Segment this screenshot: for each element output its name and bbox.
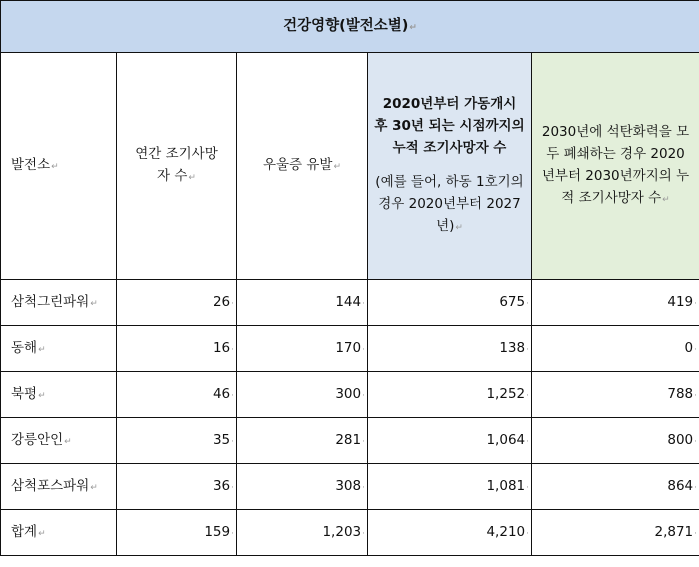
cell-phaseout [532,510,699,556]
cell-plant [1,418,117,464]
cell-depression [237,418,368,464]
cell-cum30-value: 1,252 [486,385,526,402]
paragraph-mark-icon: ↵ [662,195,670,205]
cell-phaseout [532,326,699,372]
paragraph-mark-icon: · [526,298,529,309]
header-plant [1,53,117,280]
cell-cum30-value: 138 [499,339,526,356]
cell-cum30 [368,280,532,326]
cell-annual [117,464,237,510]
cell-phaseout [532,280,699,326]
paragraph-mark-icon: · [694,344,698,355]
cell-annual-value: 46 [212,385,231,402]
cell-depression [237,280,368,326]
cell-cum30-value: 1,081 [486,477,526,494]
paragraph-mark-icon: ↵ [409,22,417,33]
cell-depression-value: 170 [335,339,362,356]
paragraph-mark-icon: · [231,298,234,309]
paragraph-mark-icon: ↵ [188,173,196,183]
cell-depression-value: 1,203 [322,523,362,540]
paragraph-mark-icon: · [694,436,698,447]
paragraph-mark-icon: · [362,528,365,539]
cell-cum30-value: 4,210 [486,523,526,540]
cell-annual [117,326,237,372]
table-row [1,418,699,464]
cell-plant [1,326,117,372]
paragraph-mark-icon: ↵ [333,162,342,172]
cell-phaseout-value: 2,871 [654,523,694,540]
cell-phaseout-value: 419 [667,293,694,310]
cell-annual-value: 35 [212,431,231,448]
cell-annual-value: 26 [212,293,231,310]
paragraph-mark-icon: · [694,298,698,309]
paragraph-mark-icon: ↵ [38,390,46,401]
cell-phaseout-value: 0 [684,339,694,356]
header-depression [237,53,368,280]
cell-depression-value: 281 [335,431,362,448]
cell-depression-value: 308 [335,477,362,494]
cell-depression [237,464,368,510]
paragraph-mark-icon: · [231,390,234,401]
paragraph-mark-icon: · [362,298,365,309]
paragraph-mark-icon: ↵ [64,436,72,447]
cell-annual [117,510,237,556]
paragraph-mark-icon: · [526,528,529,539]
cell-cum30 [368,326,532,372]
cell-phaseout-value: 800 [667,431,694,448]
paragraph-mark-icon: ↵ [455,223,463,233]
cell-plant-value: 동해 [11,339,38,356]
paragraph-mark-icon: · [362,390,365,401]
cell-annual-value: 159 [204,523,231,540]
cell-annual-value: 36 [212,477,231,494]
paragraph-mark-icon: · [526,390,529,401]
paragraph-mark-icon: · [526,482,529,493]
cell-plant [1,464,117,510]
cell-phaseout-value: 788 [667,385,694,402]
cell-depression [237,510,368,556]
paragraph-mark-icon: · [231,528,234,539]
cell-phaseout [532,464,699,510]
cell-plant [1,372,117,418]
cell-cum30-value: 675 [499,293,526,310]
paragraph-mark-icon: · [526,344,529,355]
paragraph-mark-icon: · [694,390,698,401]
cell-plant-value: 북평 [11,385,38,402]
paragraph-mark-icon: · [362,436,365,447]
paragraph-mark-icon: ↵ [90,298,98,309]
header-annual-deaths-label: 연간 조기사망자 수 [135,146,218,184]
cell-phaseout [532,372,699,418]
cell-cum30 [368,418,532,464]
cell-plant [1,510,117,556]
paragraph-mark-icon: ↵ [90,482,98,493]
header-cumulative-30yr-label: 2020년부터 가동개시 후 30년 되는 시점까지의 누적 조기사망자 수 [374,96,525,156]
table-title: 건강영향(발전소별) [283,17,409,34]
cell-annual [117,372,237,418]
cell-depression-value: 300 [335,385,362,402]
paragraph-mark-icon: · [526,436,529,447]
table-body [1,280,699,556]
header-plant-label: 발전소 [11,157,51,173]
paragraph-mark-icon: · [362,482,365,493]
table-row [1,280,699,326]
table-row [1,464,699,510]
paragraph-mark-icon: ↵ [38,528,46,539]
header-cumulative-30yr-example: (예를 들어, 하동 1호기의 경우 2020년부터 2027년) [375,174,524,234]
cell-annual [117,280,237,326]
cell-cum30 [368,464,532,510]
table-row [1,372,699,418]
cell-annual [117,418,237,464]
table-row [1,326,699,372]
cell-depression [237,326,368,372]
header-phaseout-2030 [532,53,699,280]
paragraph-mark-icon: · [231,482,234,493]
cell-phaseout-value: 864 [667,477,694,494]
cell-depression [237,372,368,418]
paragraph-mark-icon: ↵ [38,344,46,355]
cell-cum30-value: 1,064 [486,431,526,448]
paragraph-mark-icon: · [362,344,365,355]
cell-plant-value: 삼척포스파워 [11,477,90,494]
table-title-cell [1,1,699,53]
cell-plant-value: 강릉안인 [11,431,64,448]
paragraph-mark-icon: ↵ [51,162,59,172]
paragraph-mark-icon: · [231,344,234,355]
header-cumulative-30yr [368,53,532,280]
cell-plant [1,280,117,326]
cell-cum30 [368,510,532,556]
paragraph-mark-icon: · [694,482,698,493]
cell-cum30 [368,372,532,418]
header-phaseout-2030-label: 2030년에 석탄화력을 모두 폐쇄하는 경우 2020년부터 2030년까지의 누적 조기사망자 수 [541,124,690,206]
cell-plant-value: 삼척그린파워 [11,293,90,310]
cell-plant-value: 합계 [11,523,38,540]
cell-phaseout [532,418,699,464]
header-depression-label: 우울증 유발 [262,157,333,173]
cell-depression-value: 144 [335,293,362,310]
paragraph-mark-icon: · [694,528,698,539]
cell-annual-value: 16 [212,339,231,356]
header-annual-deaths [117,53,237,280]
table-row [1,510,699,556]
paragraph-mark-icon: · [231,436,234,447]
